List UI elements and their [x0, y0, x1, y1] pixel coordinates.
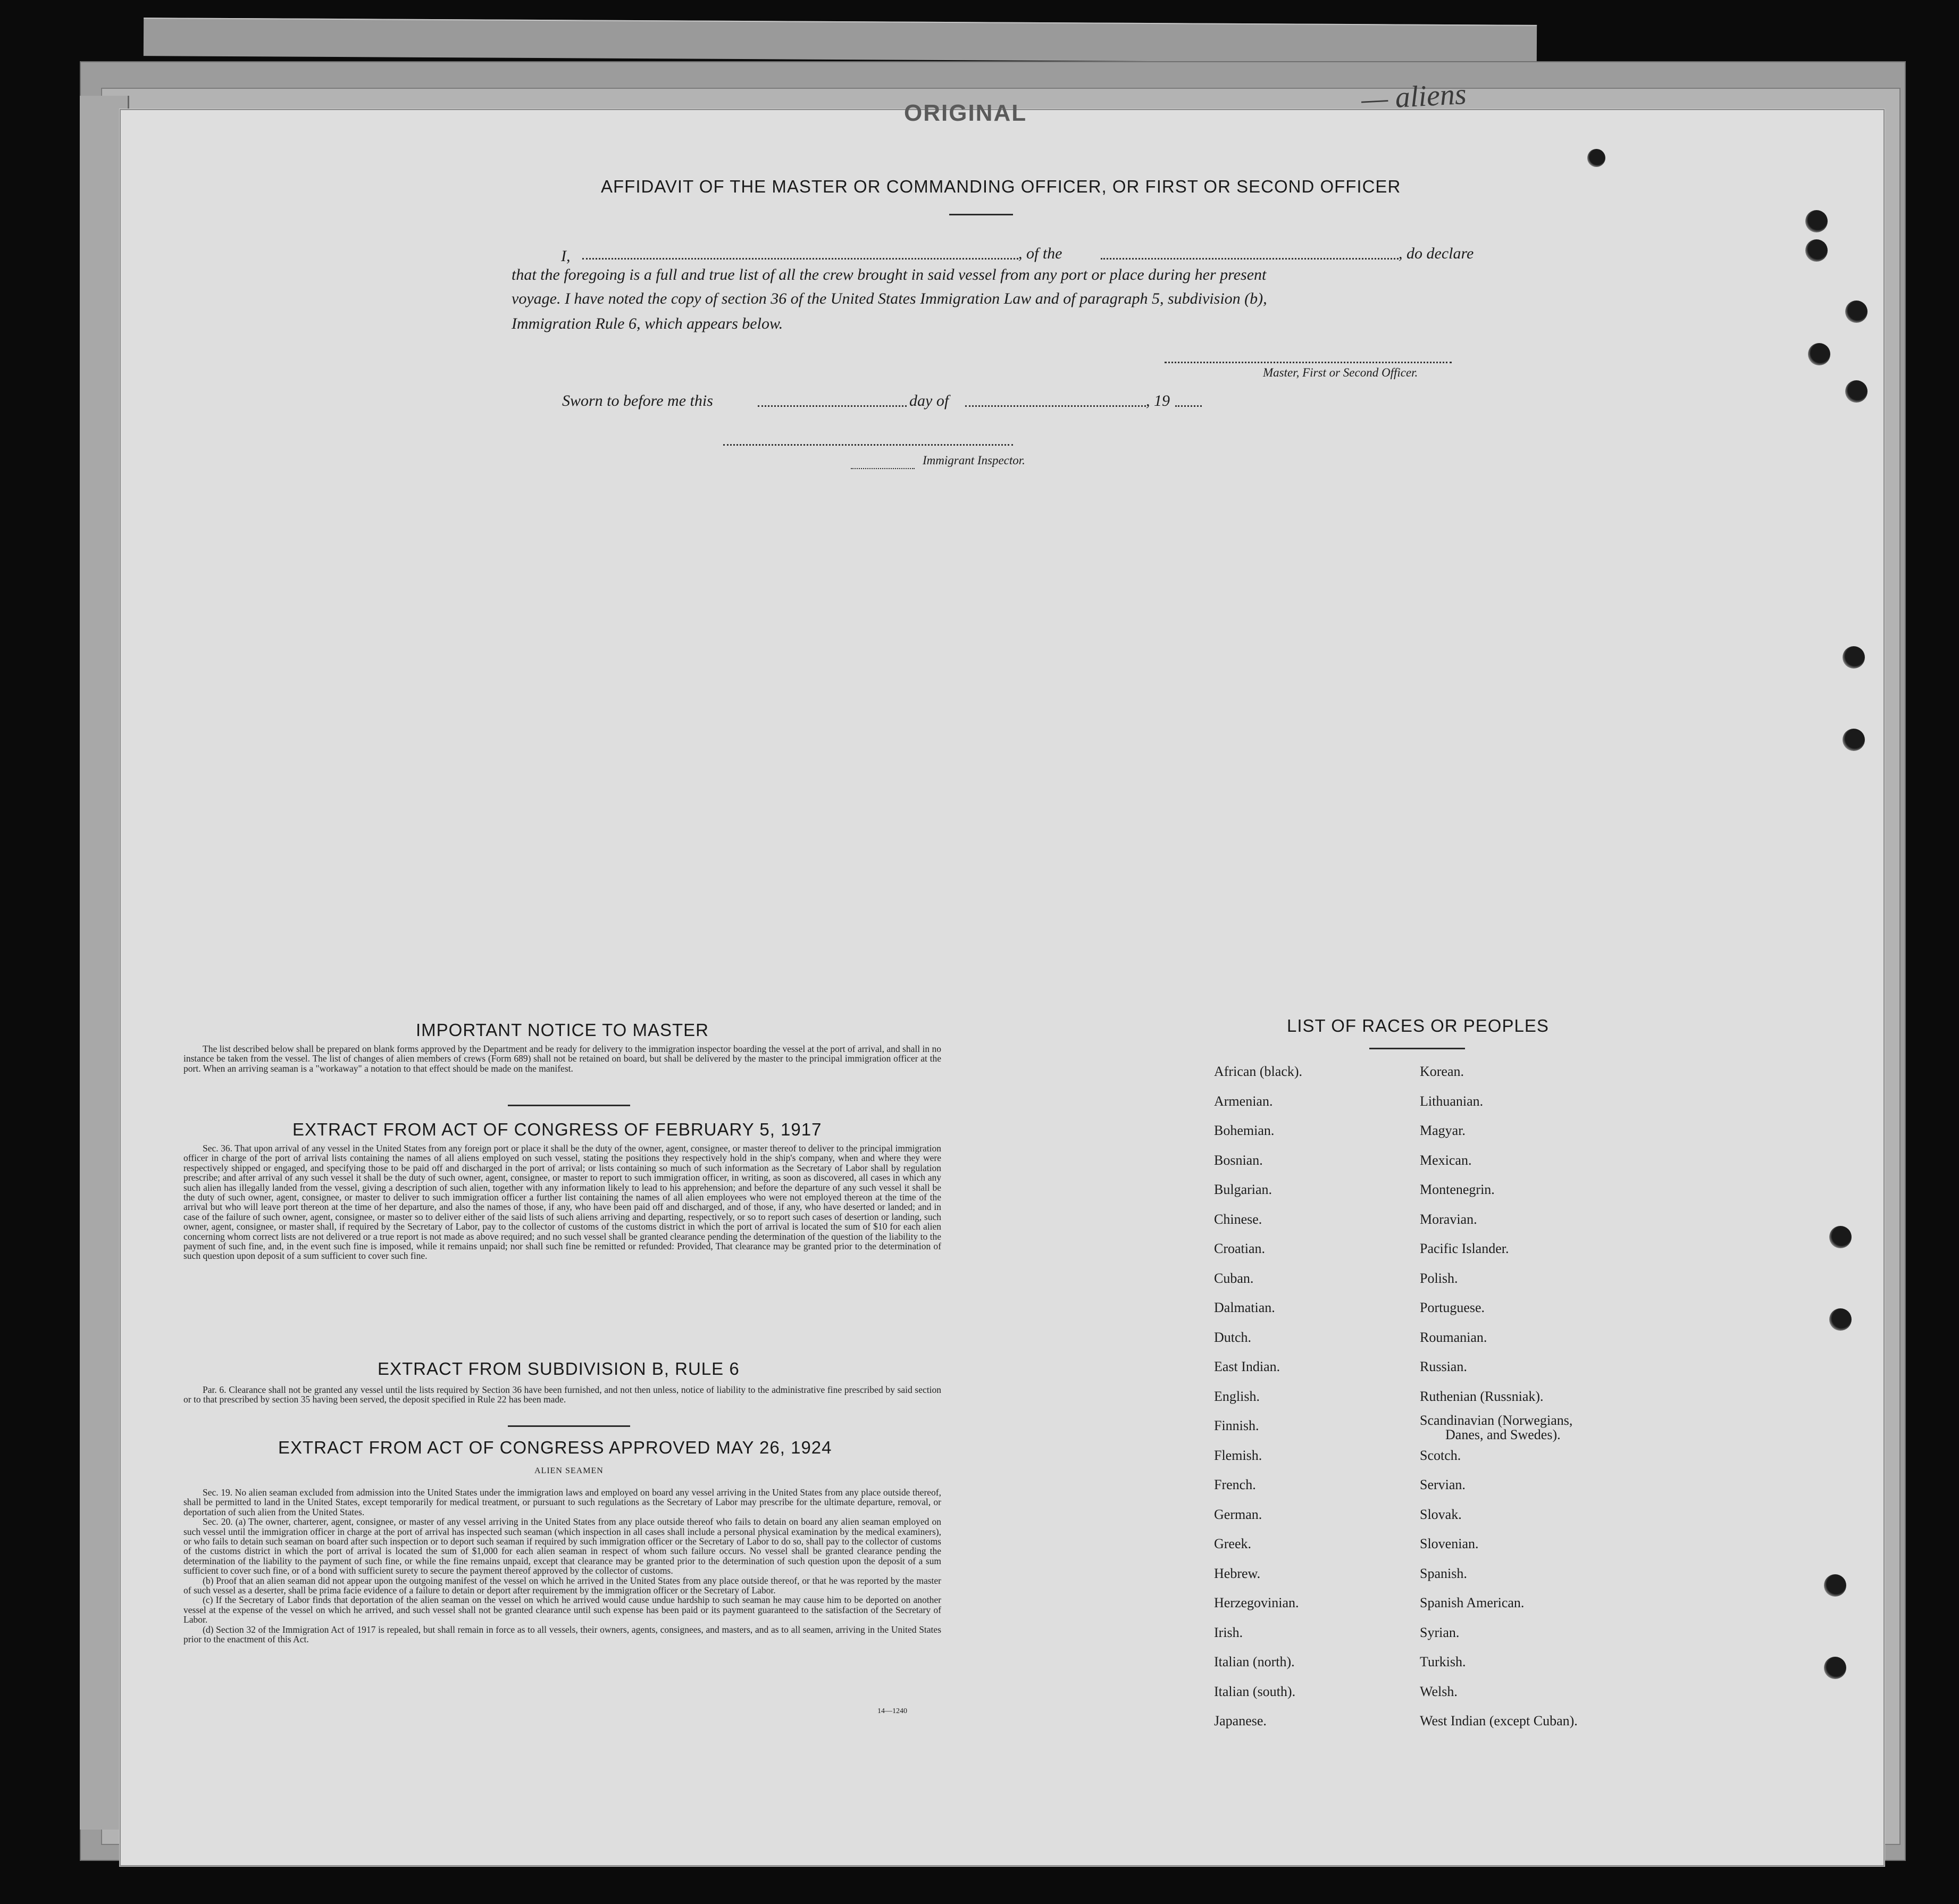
race-item: East Indian. — [1214, 1359, 1280, 1374]
race-item: Russian. — [1420, 1359, 1467, 1374]
punch-hole-icon — [1805, 239, 1828, 262]
races-title: LIST OF RACES OR PEOPLES — [1287, 1016, 1549, 1035]
affidavit-of-the: , of the — [1018, 245, 1062, 262]
race-item: French. — [1214, 1477, 1256, 1492]
punch-hole-icon — [1829, 1226, 1852, 1248]
subdivision-b-body — [183, 1385, 941, 1405]
race-item: Moravian. — [1420, 1212, 1477, 1227]
sec-20d-paragraph: (d) Section 32 of the Immigration Act of 1917 is repealed, but shall remain in force as to all vessels, their owners, agents, consignees, and masters, and as to all seamen, arriving in the United States prior to the enactment of this Act. — [183, 1624, 941, 1645]
affidavit-title: AFFIDAVIT OF THE MASTER OR COMMANDING OFFICER, OR FIRST OR SECOND OFFICER — [601, 177, 1401, 196]
inspector-signature-field[interactable] — [723, 444, 1013, 446]
notice-body — [183, 1044, 941, 1073]
race-item: Ruthenian (Russniak). — [1420, 1389, 1544, 1404]
inspector-short-line — [851, 468, 915, 469]
race-item: Roumanian. — [1420, 1330, 1487, 1345]
race-item: African (black). — [1214, 1064, 1303, 1079]
race-item: Lithuanian. — [1420, 1093, 1484, 1109]
race-item: Armenian. — [1214, 1093, 1273, 1109]
race-item: Dutch. — [1214, 1330, 1252, 1345]
sworn-day-of: day of — [909, 392, 949, 410]
handwritten-note: — aliens — [1360, 77, 1468, 116]
race-item: Italian (south). — [1214, 1684, 1296, 1699]
race-item: Japanese. — [1214, 1713, 1267, 1728]
race-item: German. — [1214, 1507, 1262, 1522]
original-stamp: ORIGINAL — [904, 100, 1027, 126]
affidavit-line4: Immigration Rule 6, which appears below. — [512, 315, 783, 332]
sec-20c-paragraph: (c) If the Secretary of Labor finds that deportation of the alien seaman on the vessel on which he arrived would cause undue hardship to such seaman he may cause him to be deported on another vessel at the expense of the vessel on which he arrived, and such vessel shall not be granted clearance until such expense has been paid or its payment guaranteed to the satisfaction of the Secretary of Labor. — [183, 1594, 941, 1625]
race-item: Bulgarian. — [1214, 1182, 1272, 1197]
race-item: Cuban. — [1214, 1271, 1254, 1286]
race-item: West Indian (except Cuban). — [1420, 1713, 1578, 1728]
punch-hole-icon — [1824, 1657, 1846, 1679]
punch-hole-icon — [1824, 1574, 1846, 1597]
races-underline — [1369, 1048, 1465, 1049]
race-item: Scandinavian (Norwegians, — [1420, 1413, 1573, 1428]
extract-1924-title: EXTRACT FROM ACT OF CONGRESS APPROVED MAY 26, 1924 — [278, 1438, 832, 1457]
extract-1924-body — [183, 1488, 941, 1644]
race-item: Pacific Islander. — [1420, 1241, 1509, 1256]
affidavit-i: I, — [561, 247, 571, 265]
vessel-name-field[interactable] — [1101, 258, 1399, 260]
race-item: Herzegovinian. — [1214, 1595, 1299, 1610]
notice-paragraph: The list described below shall be prepared on blank forms approved by the Department and be ready for delivery to the immigration inspector boarding the vessel at the port of arrival, and shall in no instance be taken from the vessel. The list of changes of alien members of crews (Form 689) shall not be retained on board, but shall be delivered by the master to the principal immigration officer at the port. When an arriving seaman is a "workaway" a notation to that effect should be made on the manifest. — [183, 1043, 941, 1074]
section-divider — [508, 1425, 630, 1427]
extract-1917-paragraph: Sec. 36. That upon arrival of any vessel in the United States from any foreign port or place it shall be the duty of the owner, agent, consignee, or master thereof to deliver to the principal immigration officer in charge of the port of arrival lists containing the names of all aliens employed on such vessel, stating the positions they respectively hold in the ship's company, when and where they were respectively shipped or engaged, and specifying those to be paid off and discharged in the port of arrival; or lists containing so much of such information as the Secretary of Labor shall by regulation prescribe; and after arrival of any such vessel it shall be the duty of such owner, agent, consignee, or master to report to such immigration officer, in writing, as soon as discovered, all cases in which any such alien has illegally landed from the vessel, giving a description of such alien, together with any information likely to lead to his apprehension; and before the departure of any such vessel it shall be the duty of such owner, agent, consignee, or master to deliver to such immigration officer a further list containing the names of all alien employees who were not employed thereon at the time of the arrival but who will leave port thereon at the time of her departure, and also the names of those, if any, who have been paid off and discharged, and of those, if any, who have deserted or landed; and in case of the failure of such owner, agent, consignee, or master so to deliver either of the said lists of such aliens arriving and departing, respectively, or so to report such cases of desertion or landing, such owner, agent, consignee, or master shall, if required by the Secretary of Labor, pay to the collector of customs of the customs district in which the port of arrival is located the sum of $10 for each alien concerning whom correct lists are not delivered or a true report is not made as above required; and no such vessel shall be granted clearance pending the determination of the question of the liability to the payment of such fine, and, in the event such fine is imposed, while it remains unpaid; nor shall such fine be remitted or refunded: Provided, That clearance may be granted prior to the determination of such question upon deposit of a sum sufficient to cover such fine. — [183, 1143, 941, 1262]
subdivision-b-title: EXTRACT FROM SUBDIVISION B, RULE 6 — [378, 1359, 740, 1379]
race-item: Greek. — [1214, 1536, 1252, 1551]
sworn-year-field[interactable] — [1175, 405, 1202, 407]
inspector-label: Immigrant Inspector. — [923, 454, 1025, 467]
race-item: Korean. — [1420, 1064, 1464, 1079]
extract-1917-body — [183, 1143, 941, 1261]
affidavit-declare: , do declare — [1399, 245, 1474, 262]
race-item: Slovenian. — [1420, 1536, 1479, 1551]
sec-19-paragraph: Sec. 19. No alien seaman excluded from admission into the United States under the immigration laws and employed on board any vessel arriving in the United States from any place outside thereof, shall be permitted to land in the United States, except temporarily for medical treatment, or pursuant to such regulations as the Secretary of Labor may prescribe for the ultimate departure, removal, or deportation of such alien from the United States. — [183, 1487, 941, 1517]
race-item: Spanish American. — [1420, 1595, 1525, 1610]
race-item: Bosnian. — [1214, 1153, 1263, 1168]
race-item: Slovak. — [1420, 1507, 1462, 1522]
top-edge-paper — [144, 18, 1537, 63]
extract-1917-title: EXTRACT FROM ACT OF CONGRESS OF FEBRUARY 5, 1917 — [292, 1120, 822, 1139]
race-item: Italian (north). — [1214, 1654, 1295, 1669]
race-item: Syrian. — [1420, 1625, 1460, 1640]
sworn-prefix: Sworn to before me this — [562, 392, 713, 410]
punch-hole-icon — [1845, 300, 1868, 323]
punch-hole-icon — [1829, 1308, 1852, 1331]
master-label: Master, First or Second Officer. — [1263, 366, 1418, 379]
punch-hole-icon — [1845, 380, 1868, 403]
race-item: Croatian. — [1214, 1241, 1266, 1256]
sec-20a-paragraph: Sec. 20. (a) The owner, charterer, agent, consignee, or master of any vessel arriving in the United States from any place outside thereof who fails to detain on board any alien seaman employed on such vessel until the immigration officer in charge at the port of arrival has inspected such seaman (which inspection in all cases shall include a personal physical examination by the medical examiners), or who fails to detain such seaman on board after such inspection or to deport such seaman if required by such immigration officer or the Secretary of Labor to do so, shall pay to the collector of customs of the customs district in which the port of arrival is located the sum of $1,000 for each alien seaman in respect of whom such failure occurs. No vessel shall be granted clearance pending the determination of the liability to the payment of such fine, or while the fine remains unpaid, except that clearance may be granted prior to the determination of such question upon the deposit of a sum sufficient to cover such fine, or of a bond with sufficient surety to secure the payment thereof approved by the collector of customs. — [183, 1516, 941, 1576]
sworn-date-field[interactable] — [758, 405, 907, 407]
race-item: Spanish. — [1420, 1566, 1467, 1581]
punch-hole-icon — [1805, 210, 1828, 232]
notice-title: IMPORTANT NOTICE TO MASTER — [416, 1020, 709, 1040]
punch-hole-icon — [1843, 729, 1865, 751]
race-item: Turkish. — [1420, 1654, 1466, 1669]
form-number: 14—1240 — [877, 1707, 907, 1715]
race-item: Dalmatian. — [1214, 1300, 1275, 1315]
master-signature-field[interactable] — [1165, 362, 1452, 363]
race-item: Scotch. — [1420, 1448, 1461, 1463]
sworn-month-field[interactable] — [965, 405, 1146, 407]
alien-seamen-subtitle: ALIEN SEAMEN — [534, 1466, 604, 1475]
subdivision-b-paragraph: Par. 6. Clearance shall not be granted any vessel until the lists required by Section 36 have been furnished, and not then unless, notice of liability to the administrative fine prescribed by said section or to that prescribed by section 35 having been served, the deposit specified in Rule 22 has been made. — [183, 1384, 941, 1405]
race-item: Finnish. — [1214, 1418, 1259, 1433]
race-item: Portuguese. — [1420, 1300, 1485, 1315]
race-item: Irish. — [1214, 1625, 1243, 1640]
race-item: Flemish. — [1214, 1448, 1262, 1463]
sworn-year: , 19 — [1146, 392, 1170, 410]
race-item: Montenegrin. — [1420, 1182, 1495, 1197]
race-item: English. — [1214, 1389, 1260, 1404]
race-item: Welsh. — [1420, 1684, 1458, 1699]
master-name-field[interactable] — [582, 258, 1018, 260]
title-underline — [949, 214, 1013, 215]
affidavit-line3: voyage. I have noted the copy of section 36 of the United States Immigration Law and of paragraph 5, subdivision (b), — [512, 290, 1267, 307]
race-item: Mexican. — [1420, 1153, 1472, 1168]
race-item: Bohemian. — [1214, 1123, 1275, 1138]
race-item: Magyar. — [1420, 1123, 1466, 1138]
race-item: Servian. — [1420, 1477, 1466, 1492]
affidavit-line2: that the foregoing is a full and true list of all the crew brought in said vessel from any port or place during her present — [512, 266, 1267, 283]
race-item: Chinese. — [1214, 1212, 1262, 1227]
race-item: Hebrew. — [1214, 1566, 1261, 1581]
section-divider — [508, 1105, 630, 1106]
punch-hole-icon — [1843, 646, 1865, 669]
punch-hole-icon — [1808, 343, 1830, 365]
race-item: Polish. — [1420, 1271, 1458, 1286]
punch-hole-icon — [1587, 149, 1605, 167]
sec-20b-paragraph: (b) Proof that an alien seaman did not appear upon the outgoing manifest of the vessel on which he arrived in the United States from any place outside thereof, or that he was reported by the master of such vessel as a deserter, shall be prima facie evidence of a failure to detain or deport after requirement by the immigration officer or the Secretary of Labor. — [183, 1575, 941, 1596]
race-item-continuation: Danes, and Swedes). — [1445, 1427, 1561, 1442]
